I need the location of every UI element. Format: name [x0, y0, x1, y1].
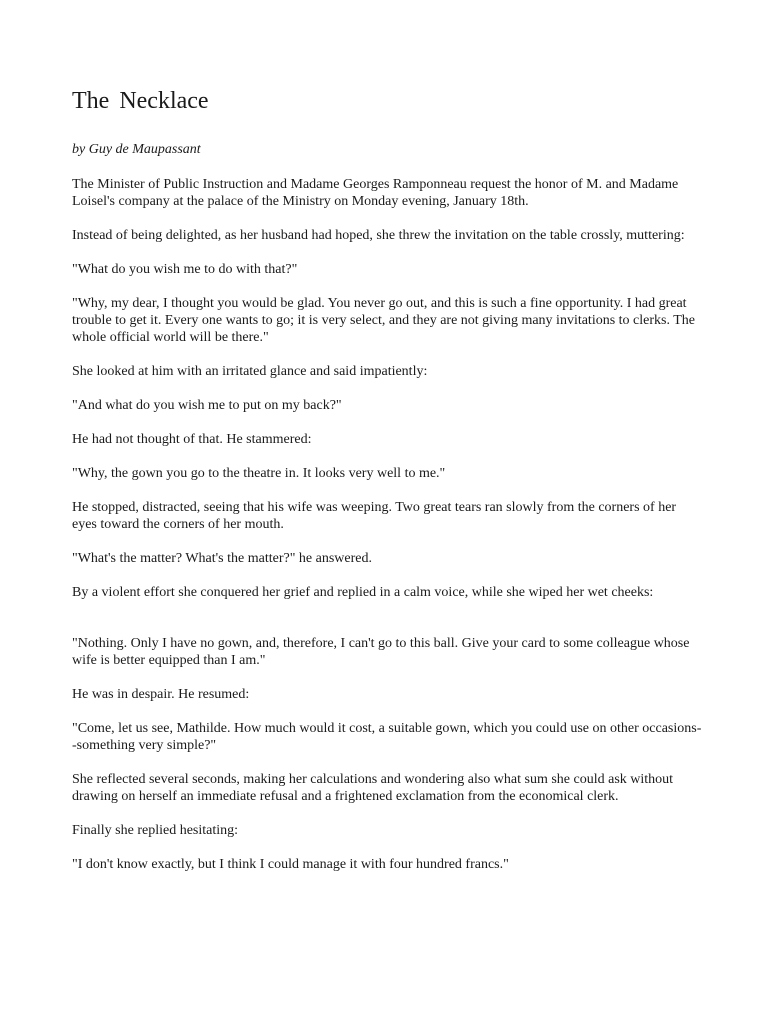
paragraph: She looked at him with an irritated glance and said impatiently: — [72, 364, 428, 379]
paragraph: He had not thought of that. He stammered: — [72, 432, 312, 447]
document-title: The Necklace — [72, 88, 209, 114]
paragraph: The Minister of Public Instruction and Madame Georges Ramponneau request the honor of M. and Madame Loisel's company at the palace of the Ministry on Monday evening, January 18th. — [72, 177, 679, 209]
paragraph: "Why, my dear, I thought you would be glad. You never go out, and this is such a fine opportunity. I had great trouble to get it. Every one wants to go; it is very select, and they are not giving many invitations to clerks. The whole official world will be there." — [72, 296, 695, 345]
paragraph: "Why, the gown you go to the theatre in. It looks very well to me." — [72, 466, 446, 481]
paragraph: Finally she replied hesitating: — [72, 823, 239, 838]
paragraph: "I don't know exactly, but I think I could manage it with four hundred francs." — [72, 857, 509, 872]
paragraph: "Nothing. Only I have no gown, and, therefore, I can't go to this ball. Give your card to some colleague whose wife is better equipped than I am." — [72, 636, 690, 668]
paragraph: "And what do you wish me to put on my back?" — [72, 398, 342, 413]
paragraph: "Come, let us see, Mathilde. How much would it cost, a suitable gown, which you could use on other occasions--something very simple?" — [72, 721, 702, 753]
paragraph: "What do you wish me to do with that?" — [72, 262, 298, 277]
paragraph: He stopped, distracted, seeing that his wife was weeping. Two great tears ran slowly from the corners of her eyes toward the corners of her mouth. — [72, 500, 677, 532]
paragraph: Instead of being delighted, as her husband had hoped, she threw the invitation on the table crossly, muttering: — [72, 228, 685, 243]
author-byline: by Guy de Maupassant — [72, 142, 201, 157]
paragraph: "What's the matter? What's the matter?" he answered. — [72, 551, 372, 566]
document-body — [72, 176, 702, 890]
paragraph: By a violent effort she conquered her grief and replied in a calm voice, while she wiped her wet cheeks: — [72, 585, 654, 600]
paragraph: He was in despair. He resumed: — [72, 687, 250, 702]
paragraph: She reflected several seconds, making her calculations and wondering also what sum she could ask without drawing on herself an immediate refusal and a frightened exclamation from the economical clerk. — [72, 772, 674, 804]
